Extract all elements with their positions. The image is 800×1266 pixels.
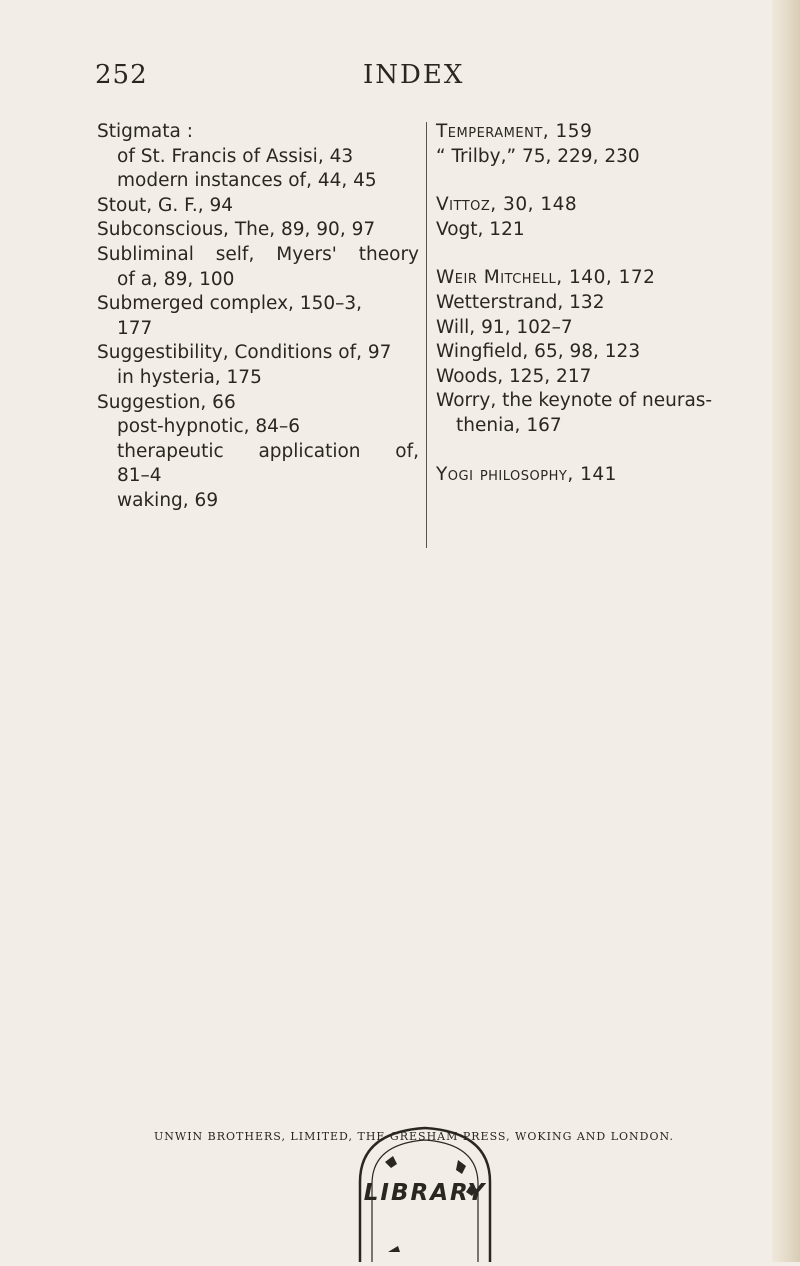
index-subentry: modern instances of, 44, 45 [117, 170, 377, 192]
index-entry: Vogt, 121 [436, 218, 525, 240]
index-subentry: waking, 69 [117, 489, 219, 511]
index-entry: Stigmata : [97, 121, 193, 142]
index-entry: “ Trilby,” 75, 229, 230 [436, 145, 640, 167]
index-subentry: of St. Francis of Assisi, 43 [117, 145, 354, 167]
column-divider [426, 122, 427, 548]
index-subentry: post-hypnotic, 84–6 [117, 416, 300, 438]
index-entry: Woods, 125, 217 [436, 365, 592, 387]
stamp-label: LIBRARY [363, 1180, 487, 1206]
index-entry-continuation: thenia, 167 [456, 414, 562, 436]
page-header [95, 60, 715, 100]
running-head: INDEX [363, 60, 465, 90]
index-entry: Submerged complex, 150–3, [97, 293, 363, 315]
index-subentry: in hysteria, 175 [117, 366, 262, 388]
index-entry-continuation: 177 [117, 317, 153, 339]
index-entry-continuation: 81–4 [117, 465, 162, 487]
index-entry: Temperament, 159 [436, 121, 593, 142]
index-subentry: therapeutic application of, [117, 440, 419, 462]
entry-gap [436, 242, 736, 266]
index-entry: Will, 91, 102–7 [436, 316, 573, 338]
index-column-left [97, 120, 419, 514]
index-entry: Yogi philosophy, 141 [436, 463, 617, 485]
index-entry: Subliminal self, Myers' theory [97, 243, 419, 265]
index-entry: Subconscious, The, 89, 90, 97 [97, 219, 376, 241]
index-column-right [436, 120, 736, 487]
page-edge [772, 0, 800, 1262]
index-entry: Wetterstrand, 132 [436, 291, 605, 313]
printer-imprint: UNWIN BROTHERS, LIMITED, THE GRESHAM PRESS, WOKING AND LONDON. [154, 1130, 674, 1143]
page-number: 252 [95, 60, 148, 90]
index-entry: Weir Mitchell, 140, 172 [436, 267, 656, 289]
entry-gap [436, 169, 736, 193]
entry-gap [436, 439, 736, 463]
index-entry: Worry, the keynote of neuras- [436, 390, 713, 412]
index-entry: Wingfield, 65, 98, 123 [436, 341, 641, 363]
index-entry: Stout, G. F., 94 [97, 194, 234, 216]
index-entry: Suggestibility, Conditions of, 97 [97, 342, 392, 364]
library-stamp [330, 1122, 520, 1262]
index-entry: Suggestion, 66 [97, 391, 236, 413]
index-entry-continuation: of a, 89, 100 [117, 268, 235, 290]
index-entry: Vittoz, 30, 148 [436, 194, 578, 216]
